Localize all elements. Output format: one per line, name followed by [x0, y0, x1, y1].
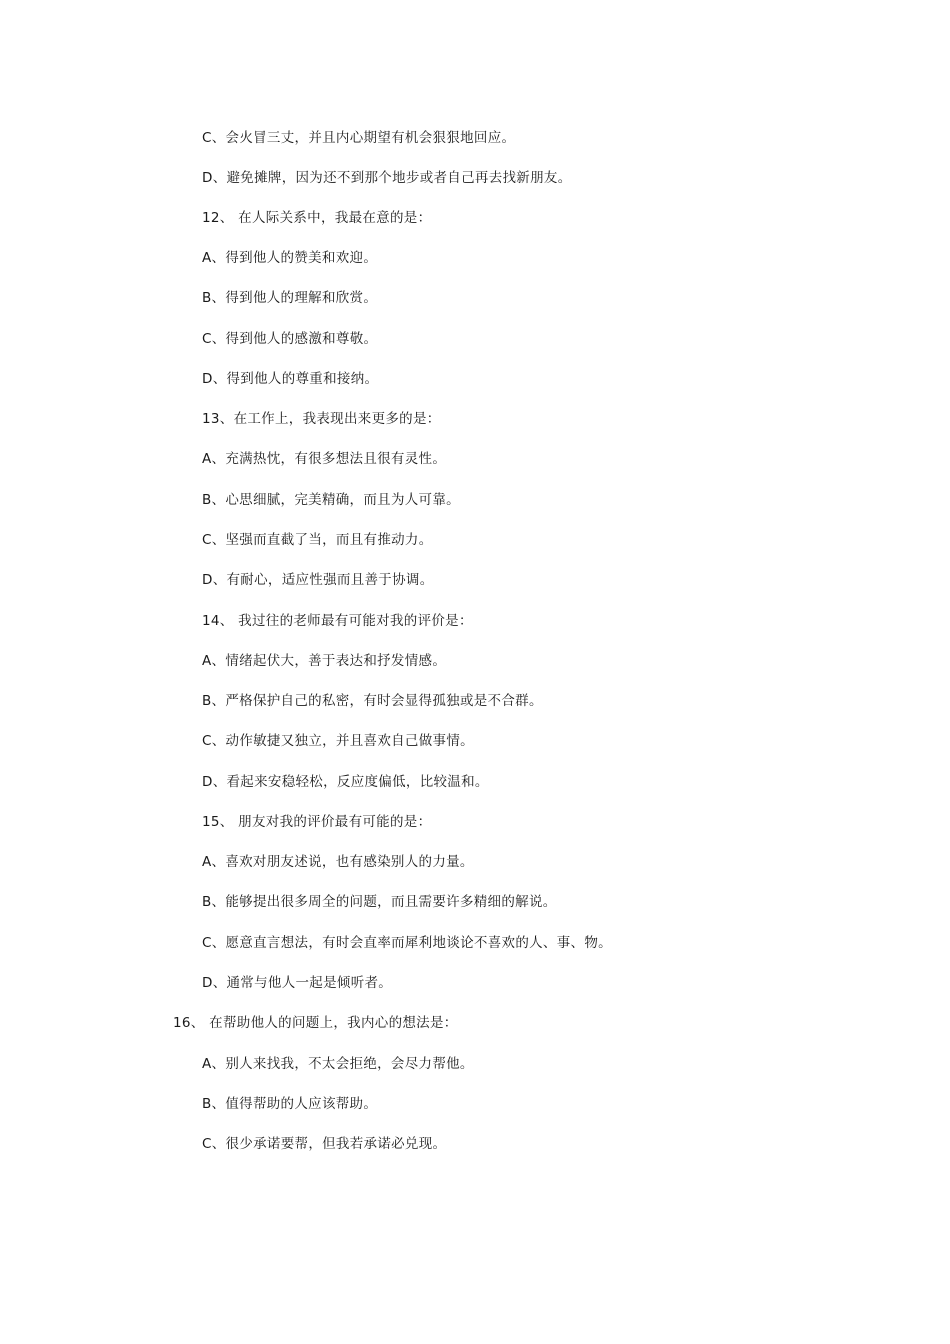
- q13-option-a: A、充满热忱，有很多想法且很有灵性。: [202, 451, 447, 467]
- q15-option-b: B、能够提出很多周全的问题，而且需要许多精细的解说。: [202, 894, 557, 910]
- q14-option-b: B、严格保护自己的私密，有时会显得孤独或是不合群。: [202, 693, 543, 709]
- question-12: 12、 在人际关系中，我最在意的是：: [202, 210, 432, 226]
- q16-option-b: B、值得帮助的人应该帮助。: [202, 1096, 378, 1112]
- q16-option-c: C、很少承诺要帮，但我若承诺必兑现。: [202, 1136, 447, 1152]
- q15-option-c: C、愿意直言想法，有时会直率而犀利地谈论不喜欢的人、事、物。: [202, 935, 612, 951]
- question-13: 13、在工作上，我表现出来更多的是：: [202, 411, 441, 427]
- q12-option-c: C、得到他人的感激和尊敬。: [202, 331, 378, 347]
- q12-option-a: A、得到他人的赞美和欢迎。: [202, 250, 378, 266]
- q11-option-d: D、避免摊牌，因为还不到那个地步或者自己再去找新朋友。: [202, 170, 572, 186]
- q14-option-d: D、看起来安稳轻松，反应度偏低，比较温和。: [202, 774, 489, 790]
- q12-option-d: D、得到他人的尊重和接纳。: [202, 371, 379, 387]
- q13-option-d: D、有耐心，适应性强而且善于协调。: [202, 572, 434, 588]
- q11-option-c: C、会火冒三丈，并且内心期望有机会狠狠地回应。: [202, 130, 516, 146]
- q14-option-c: C、动作敏捷又独立，并且喜欢自己做事情。: [202, 733, 474, 749]
- q16-option-a: A、别人来找我，不太会拒绝，会尽力帮他。: [202, 1056, 474, 1072]
- question-15: 15、 朋友对我的评价最有可能的是：: [202, 814, 432, 830]
- question-14: 14、 我过往的老师最有可能对我的评价是：: [202, 613, 473, 629]
- q15-option-d: D、通常与他人一起是倾听者。: [202, 975, 393, 991]
- q12-option-b: B、得到他人的理解和欣赏。: [202, 290, 378, 306]
- q15-option-a: A、喜欢对朋友述说，也有感染别人的力量。: [202, 854, 474, 870]
- question-16: 16、 在帮助他人的问题上，我内心的想法是：: [173, 1015, 458, 1031]
- q14-option-a: A、情绪起伏大，善于表达和抒发情感。: [202, 653, 447, 669]
- q13-option-b: B、心思细腻，完美精确，而且为人可靠。: [202, 492, 460, 508]
- q13-option-c: C、坚强而直截了当，而且有推动力。: [202, 532, 433, 548]
